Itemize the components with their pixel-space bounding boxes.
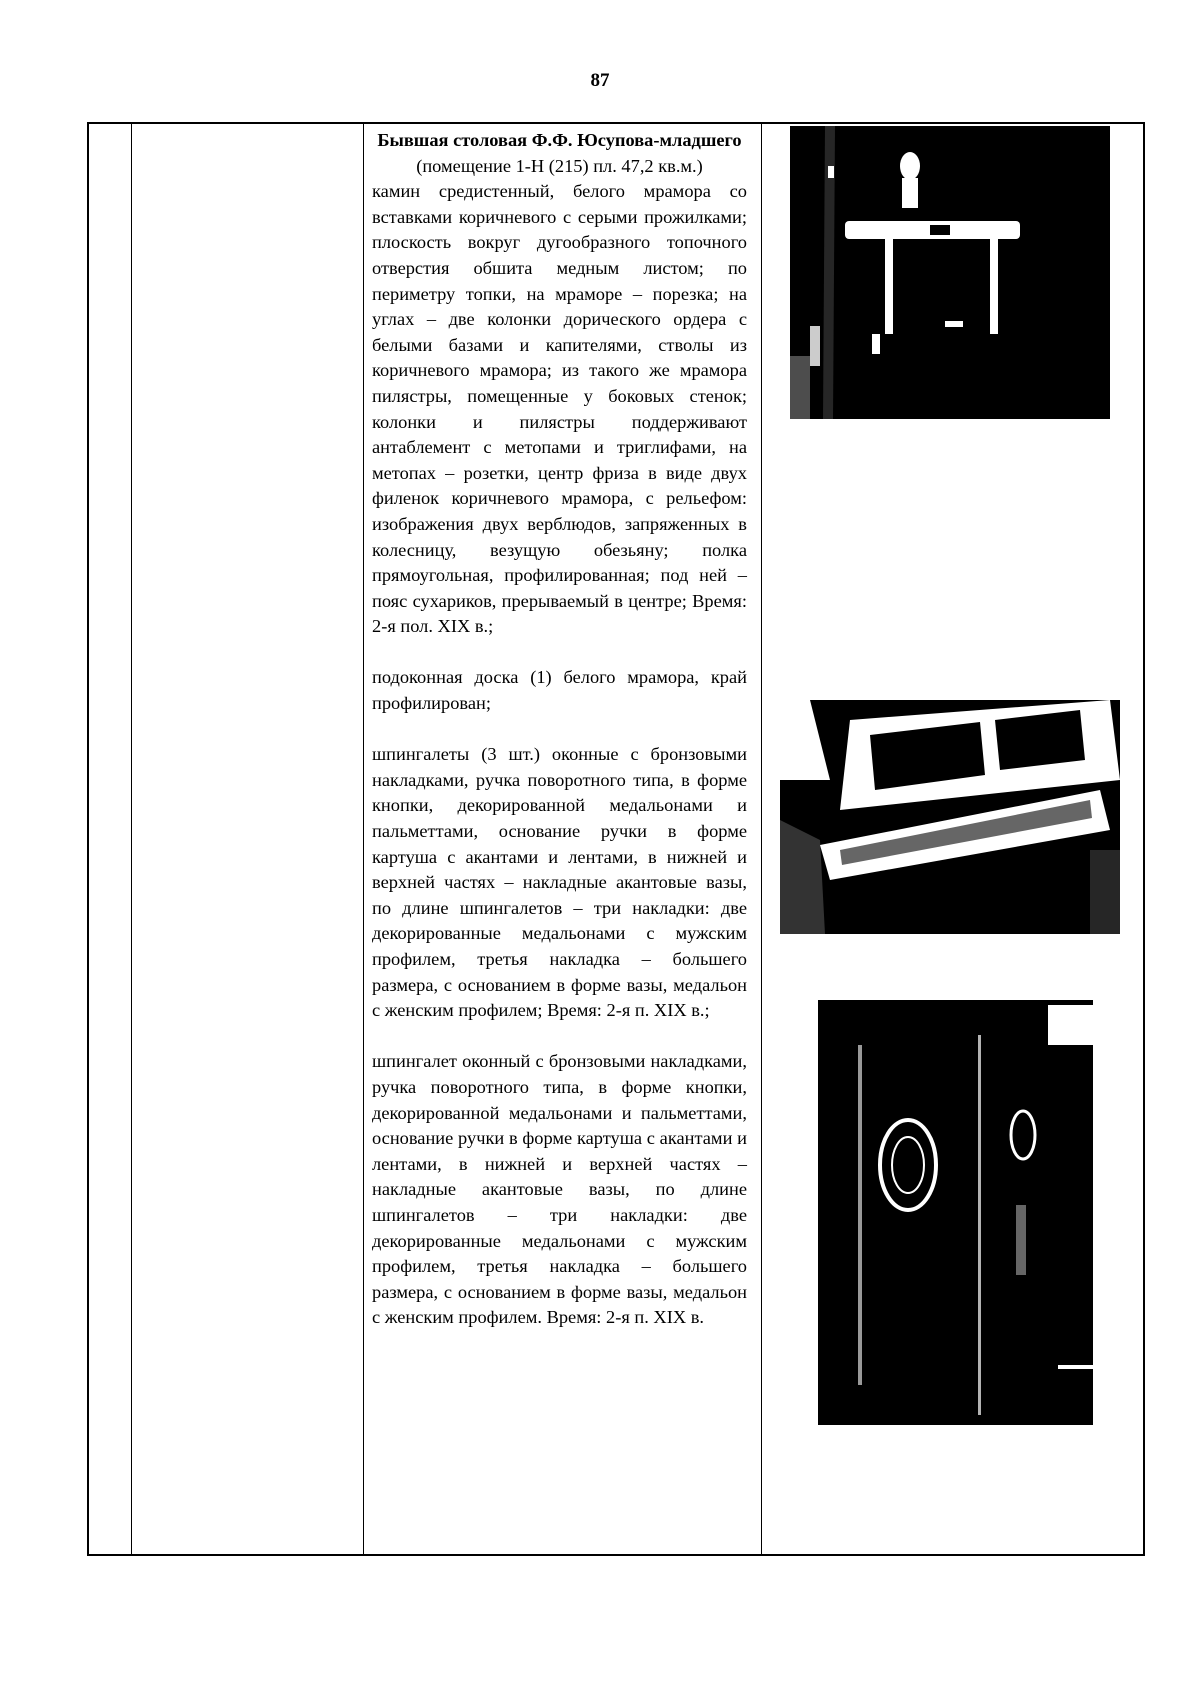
item-espagnolettes: шпингалеты (3 шт.) оконные с бронзовыми накладками, ручка поворотного типа, в форме кнопки, декорированной медальонами и пальметтами, основание ручки в форме картуша с акантами и лентами, в нижней и верхней частях – накладные акантовые вазы, по длине шпингалетов – три накладки: две декорированные медальонами с мужским профилем, третья накладка – большего размера, с основанием в форме вазы, медальон с женским профилем; Время: 2-я п. XIX в.; xyxy=(372,744,747,1021)
column-divider xyxy=(363,124,364,1554)
item-fireplace: камин средистенный, белого мрамора со вставками коричневого с серыми прожилками; плоскость вокруг дугообразного топочного отверстия обшита медным листом; по периметру топки, на мраморе – порезка; на углах – две колонки дорического ордера с белыми базами и капителями, стволы из коричневого мрамора; из такого же мрамора пилястры, помещенные у боковых стенок; колонки и пилястры поддерживают антаблемент с метопами и триглифами, на метопах – розетки, центр фриза в виде двух филенок коричневого мрамора, с рельефом: изображения двух верблюдов, запряженных в колесницу, везущую обезьяну; полка прямоугольная, профилированная; под ней – пояс сухариков, прерываемый в центре; Время: 2-я пол. XIX в.; xyxy=(372,181,747,637)
description-cell xyxy=(372,128,747,1331)
column-divider xyxy=(131,124,132,1554)
page-number: 87 xyxy=(590,70,610,91)
windowsill-photo xyxy=(780,700,1120,934)
room-info: (помещение 1-Н (215) пл. 47,2 кв.м.) xyxy=(416,155,703,176)
item-windowsill: подоконная доска (1) белого мрамора, край профилирован; xyxy=(372,667,747,714)
room-title: Бывшая столовая Ф.Ф. Юсупова-младшего xyxy=(377,130,742,150)
item-espagnolette: шпингалет оконный с бронзовыми накладками, ручка поворотного типа, в форме кнопки, декорированной медальонами и пальметтами, основание ручки в форме картуша с акантами и лентами, в нижней и верхней частях – накладные акантовые вазы, по длине шпингалетов – три накладки: две декорированные медальонами с мужским профилем, третья накладка – большего размера, с основанием в форме вазы, медальон с женским профилем. Время: 2-я п. XIX в. xyxy=(372,1051,747,1328)
fireplace-photo xyxy=(790,126,1110,419)
espagnolette-photo xyxy=(818,985,1093,1425)
column-divider xyxy=(761,124,762,1554)
